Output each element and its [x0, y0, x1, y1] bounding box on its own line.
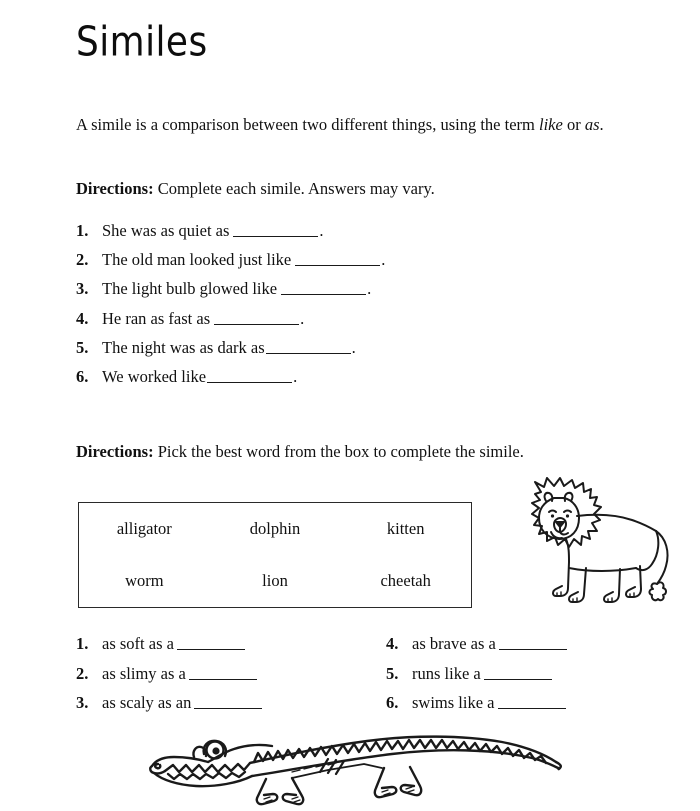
item-text: as slimy as a	[102, 663, 186, 683]
list-item	[76, 664, 262, 694]
word-bank-item[interactable]: kitten	[386, 518, 425, 538]
item-punctuation: .	[319, 221, 324, 240]
list-item	[76, 279, 636, 308]
item-number: 3.	[76, 279, 89, 299]
word-bank-item[interactable]: alligator	[116, 518, 172, 538]
item-text: as brave as a	[412, 634, 496, 653]
intro-text-before: A simile is a comparison between two different things, using the term	[76, 115, 539, 134]
answer-blank[interactable]	[233, 224, 318, 237]
list-item	[76, 221, 636, 250]
word-bank-grid	[79, 503, 471, 607]
word-bank-item[interactable]: lion	[262, 570, 288, 590]
item-number: 4.	[386, 634, 399, 653]
item-number: 4.	[76, 308, 89, 328]
part-two-left-column	[76, 634, 262, 723]
list-item	[76, 693, 262, 723]
item-number: 5.	[76, 337, 89, 357]
list-item	[76, 309, 636, 338]
item-text: He ran as fast as	[102, 308, 211, 328]
answer-blank[interactable]	[177, 637, 245, 650]
item-number: 5.	[386, 663, 399, 683]
alligator-illustration	[142, 726, 566, 810]
item-text: as scaly as an	[102, 693, 192, 712]
word-bank-item[interactable]: dolphin	[249, 518, 301, 538]
answer-blank[interactable]	[207, 370, 292, 383]
word-bank-item[interactable]: worm	[125, 570, 164, 590]
answer-blank[interactable]	[281, 282, 366, 295]
list-item	[76, 250, 636, 279]
item-punctuation: .	[300, 308, 305, 328]
intro-paragraph	[76, 114, 642, 136]
intro-text-after: .	[599, 115, 604, 134]
item-number: 1.	[76, 221, 89, 240]
item-punctuation: .	[293, 366, 298, 386]
item-text: swims like a	[412, 693, 495, 712]
item-text: runs like a	[412, 663, 481, 683]
answer-blank[interactable]	[189, 667, 257, 680]
intro-italic-as: as	[584, 115, 600, 134]
directions-two-label: Directions:	[76, 442, 154, 461]
item-number: 1.	[76, 634, 89, 653]
list-item	[386, 664, 567, 694]
part-two-right-column	[386, 634, 567, 723]
item-number: 3.	[76, 693, 89, 712]
lion-illustration	[494, 476, 684, 616]
simile-list-part-one	[76, 221, 636, 396]
item-text: as soft as a	[102, 634, 174, 653]
answer-blank[interactable]	[194, 696, 262, 709]
answer-blank[interactable]	[295, 253, 380, 266]
answer-blank[interactable]	[214, 312, 299, 325]
list-item	[76, 367, 636, 396]
item-number: 2.	[76, 250, 89, 270]
directions-one-text: Complete each simile. Answers may vary.	[153, 179, 435, 198]
item-punctuation: .	[351, 337, 356, 357]
directions-two-text: Pick the best word from the box to complete the simile.	[153, 442, 524, 461]
list-item	[386, 634, 567, 664]
directions-two	[76, 441, 524, 463]
directions-one-label: Directions:	[76, 179, 154, 198]
item-text: The light bulb glowed like	[102, 279, 278, 299]
intro-text-between: or	[562, 115, 585, 134]
directions-one	[76, 178, 435, 200]
item-text: We worked like	[102, 366, 207, 386]
answer-blank[interactable]	[266, 341, 351, 354]
word-bank-box	[78, 502, 472, 608]
item-number: 2.	[76, 663, 89, 683]
answer-blank[interactable]	[484, 667, 552, 680]
item-number: 6.	[386, 693, 399, 712]
item-number: 6.	[76, 366, 89, 386]
item-text: The night was as dark as	[102, 337, 265, 357]
answer-blank[interactable]	[499, 637, 567, 650]
word-bank-item[interactable]: cheetah	[380, 570, 431, 590]
intro-italic-like: like	[538, 115, 563, 134]
item-punctuation: .	[367, 279, 372, 299]
item-text: She was as quiet as	[102, 221, 230, 240]
item-punctuation: .	[381, 250, 386, 270]
list-item	[386, 693, 567, 723]
item-text: The old man looked just like	[102, 250, 292, 270]
page-title: Similes	[76, 18, 208, 66]
answer-blank[interactable]	[498, 696, 566, 709]
list-item	[76, 338, 636, 367]
list-item	[76, 634, 262, 664]
